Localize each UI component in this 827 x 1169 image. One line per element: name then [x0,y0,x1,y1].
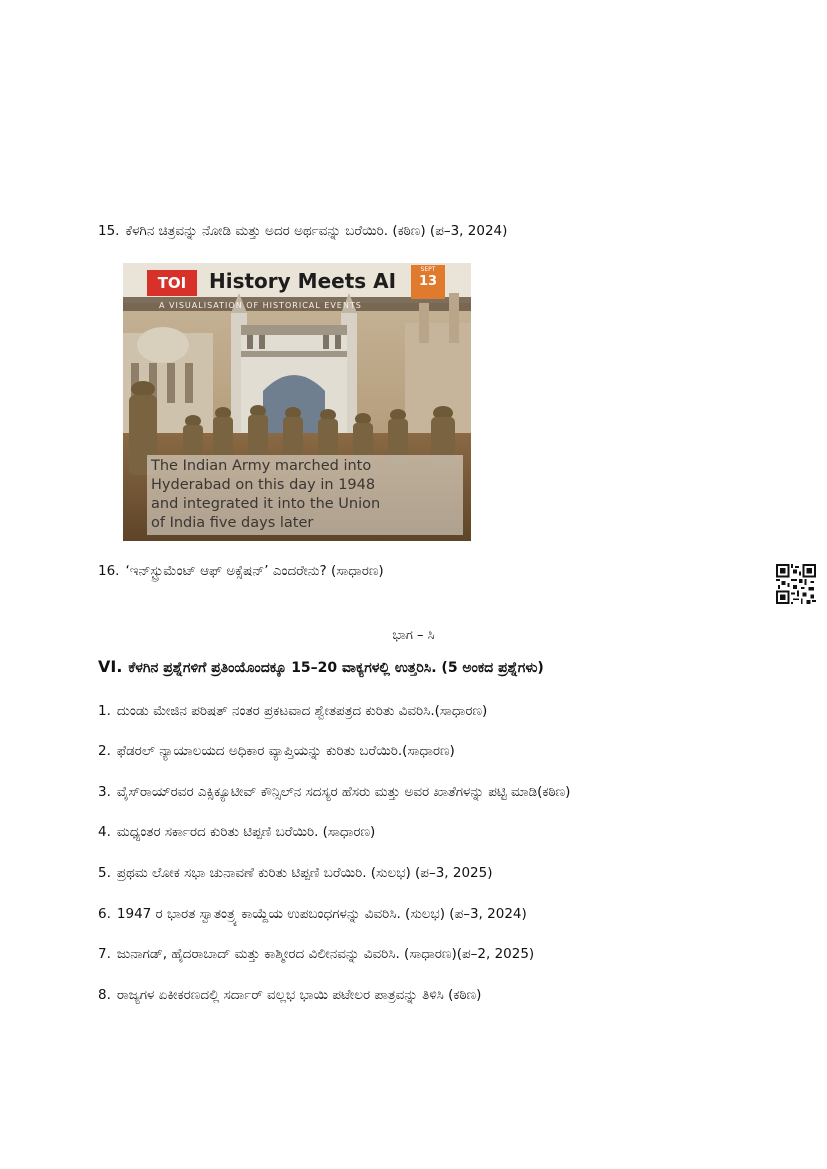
toi-badge: TOI [147,270,197,296]
question-number: 2. [98,743,111,759]
list-item [98,864,493,882]
poster-date-badge [411,265,445,299]
list-item [98,905,527,923]
poster-subtitle: A VISUALISATION OF HISTORICAL EVENTS [159,301,362,310]
question-text: 1947 ರ ಭಾರತ ಸ್ವಾತಂತ್ರ್ಯ ಕಾಯ್ದೆಯ ಉಪಬಂಧಗಳನ್ನು ವಿವರಿಸಿ. (ಸುಲಭ) (ಪ–3, 2024) [116,906,527,922]
section-heading: ಭಾಗ – ಸಿ [392,628,435,643]
question-text: ರಾಜ್ಯಗಳ ಏಕೀಕರಣದಲ್ಲಿ ಸರ್ದಾರ್ ವಲ್ಲಭ ಭಾಯಿ ಪಟೇಲರ ಪಾತ್ರವನ್ನು ತಿಳಿಸಿ (ಕಠಿಣ) [116,987,482,1003]
poster-caption-line: of India five days later [151,515,314,531]
list-item [98,702,487,720]
question-number: 4. [98,824,111,840]
qr-code-icon[interactable] [776,564,816,604]
question-16 [98,562,384,580]
question-text: ದುಂಡು ಮೇಜಿನ ಪರಿಷತ್ ನಂತರ ಪ್ರಕಟವಾದ ಶ್ವೇತಪತ್ರದ ಕುರಿತು ವಿವರಿಸಿ.(ಸಾಧಾರಣ) [116,703,488,719]
question-number: 8. [98,987,111,1003]
question-text: ಕೆಳಗಿನ ಚಿತ್ರವನ್ನು ನೋಡಿ ಮತ್ತು ಅದರ ಅರ್ಥವನ್ನು ಬರೆಯಿರಿ. (ಕಠಿಣ) (ಪ–3, 2024) [125,223,508,239]
section-roman-numeral: VI. [98,657,123,676]
question-text: ‘ಇನ್‌ಸ್ಟ್ರುಮೆಂಟ್ ಆಫ್ ಅಕ್ಸೆಷನ್’ ಎಂದರೇನು? (ಸಾಧಾರಣ) [125,563,384,579]
question-number: 6. [98,906,111,922]
list-item [98,823,375,841]
section-instruction [98,658,544,677]
question-15 [98,222,507,240]
question-number: 7. [98,946,111,962]
list-item [98,742,455,760]
question-text: ಮಧ್ಯಂತರ ಸರ್ಕಾರದ ಕುರಿತು ಟಿಪ್ಪಣಿ ಬರೆಯಿರಿ. (ಸಾಧಾರಣ) [116,824,376,840]
poster-day: 13 [418,274,438,289]
history-meets-ai-image [123,263,471,541]
list-item [98,945,534,963]
question-number: 15. [98,223,120,239]
question-number: 5. [98,865,111,881]
question-number: 16. [98,563,120,579]
list-item [98,986,481,1004]
question-number: 1. [98,703,111,719]
poster-caption-line: The Indian Army marched into [151,458,372,474]
poster-title: History Meets AI [209,269,397,293]
question-text: ಫೆಡರಲ್ ನ್ಯಾಯಾಲಯದ ಅಧಿಕಾರ ವ್ಯಾಪ್ತಿಯನ್ನು ಕುರಿತು ಬರೆಯಿರಿ.(ಸಾಧಾರಣ) [116,743,455,759]
instruction-text: ಕೆಳಗಿನ ಪ್ರಶ್ನೆಗಳಿಗೆ ಪ್ರತಿಂಯೊಂದಕ್ಕೂ 15–20 ವಾಕ್ಯಗಳಲ್ಲಿ ಉತ್ತರಿಸಿ. (5 ಅಂಕದ ಪ್ರಶ್ನೆಗಳು) [128,660,544,676]
poster-caption [151,457,467,533]
question-text: ಜುನಾಗಡ್, ಹೈದರಾಬಾದ್ ಮತ್ತು ಕಾಶ್ಮೀರದ ವಿಲೀನವನ್ನು ವಿವರಿಸಿ. (ಸಾಧಾರಣ)(ಪ–2, 2025) [116,946,535,962]
poster-caption-line: and integrated it into the Union [151,496,381,512]
list-item [98,783,570,801]
question-text: ವೈಸ್‌ರಾಯ್‌ರವರ ಎಕ್ಸಿಕ್ಯೂಟೀವ್ ಕೌನ್ಸಿಲ್‌ನ ಸದಸ್ಯರ ಹೆಸರು ಮತ್ತು ಅವರ ಖಾತೆಗಳನ್ನು ಪಟ್ಟಿ ಮಾಡಿ(ಕಠಿಣ) [116,784,571,800]
poster-month: SEPT [420,266,436,273]
poster-caption-line: Hyderabad on this day in 1948 [151,477,376,493]
question-text: ಪ್ರಥಮ ಲೋಕ ಸಭಾ ಚುನಾವಣೆ ಕುರಿತು ಟಿಪ್ಪಣಿ ಬರೆಯಿರಿ. (ಸುಲಭ) (ಪ–3, 2025) [116,865,493,881]
question-number: 3. [98,784,111,800]
